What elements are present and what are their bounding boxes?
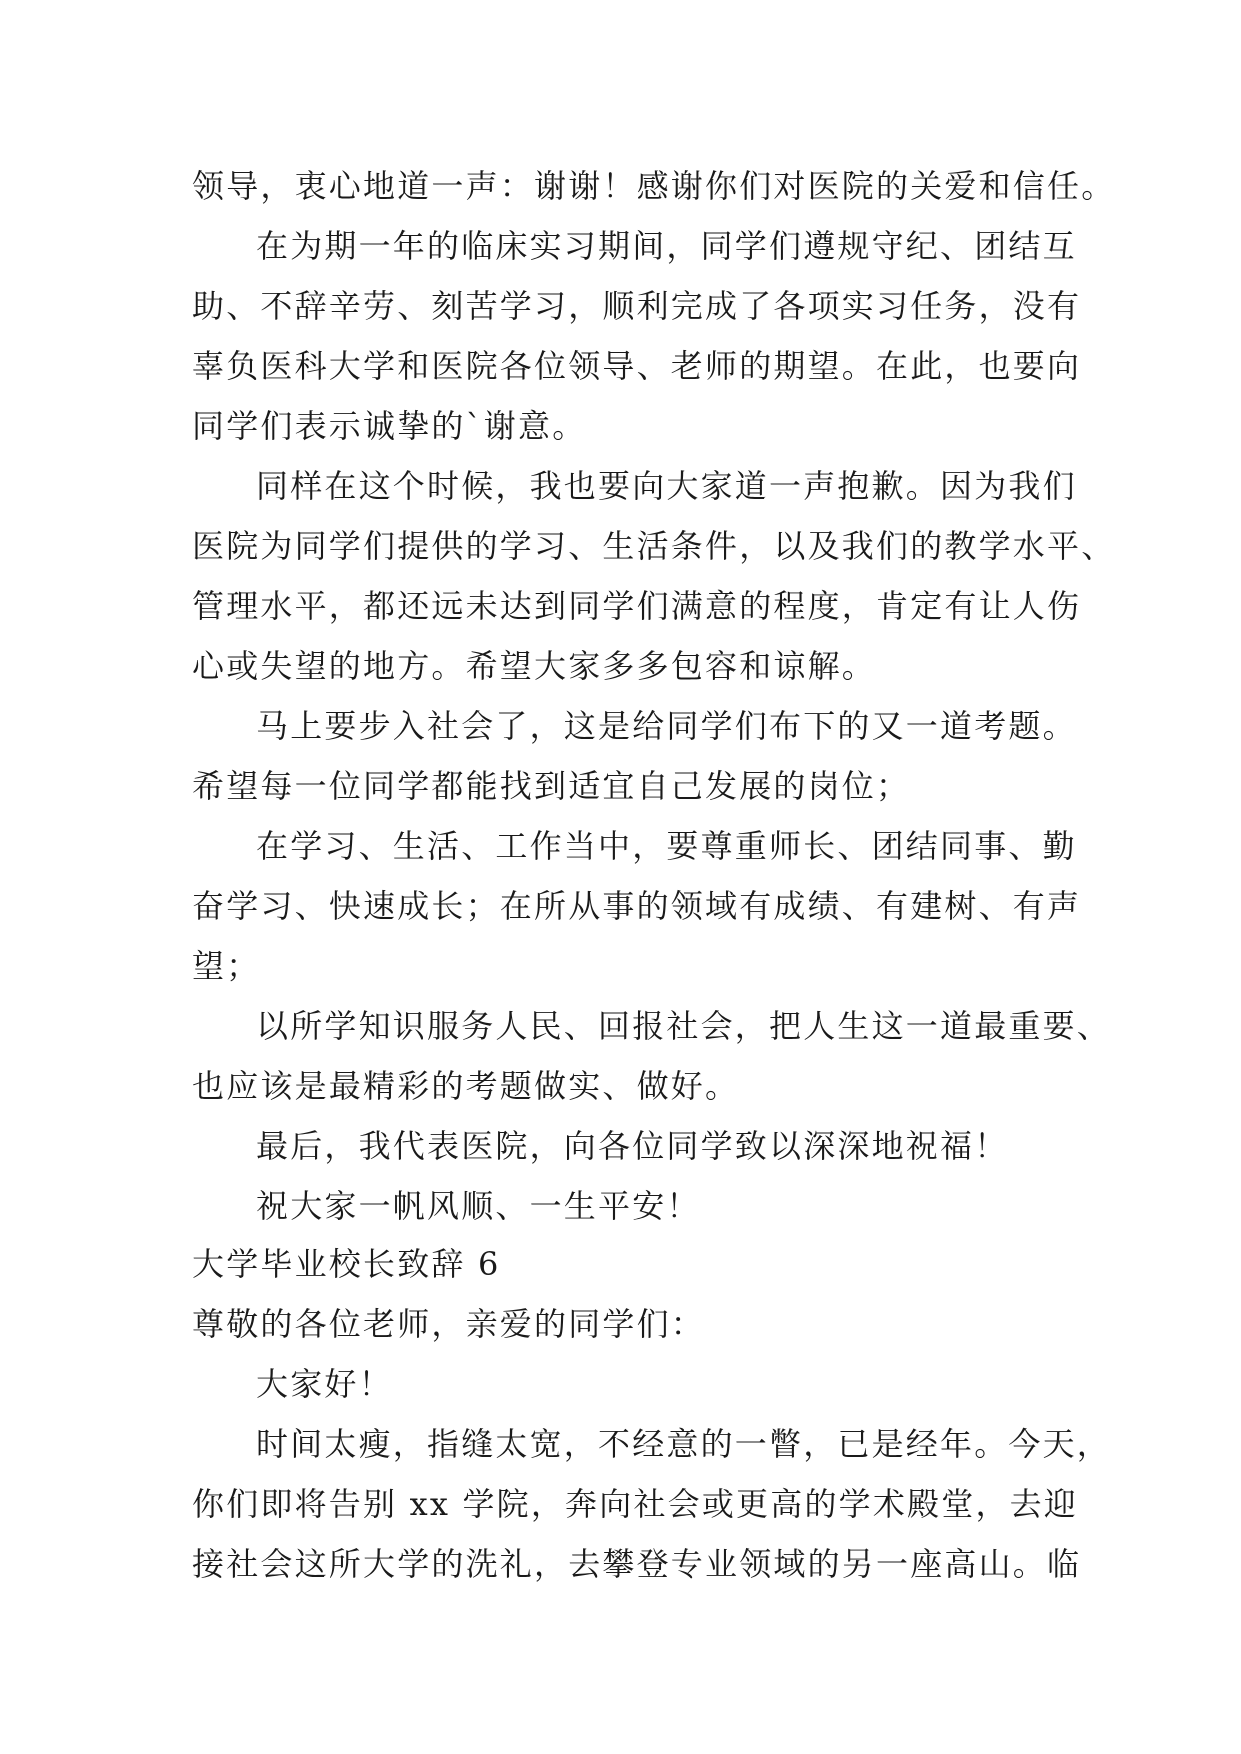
- paragraph-first-line: 在为期一年的临床实习期间，同学们遵规守纪、团结互: [256, 227, 1077, 265]
- paragraph-first-line: 以所学知识服务人民、回报社会，把人生这一道最重要、: [256, 1007, 1112, 1045]
- body-text-line: 你们即将告别 xx 学院，奔向社会或更高的学术殿堂，去迎: [192, 1485, 1079, 1523]
- body-text-line: 也应该是最精彩的考题做实、做好。: [192, 1067, 740, 1105]
- paragraph-first-line: 时间太瘦，指缝太宽，不经意的一瞥，已是经年。今天，: [256, 1425, 1112, 1463]
- body-text-line: 领导，衷心地道一声：谢谢！感谢你们对医院的关爱和信任。: [192, 167, 1116, 205]
- body-text-line: 同学们表示诚挚的`谢意。: [192, 407, 587, 445]
- body-text-line: 辜负医科大学和医院各位领导、老师的期望。在此，也要向: [192, 347, 1082, 385]
- body-text-line: 管理水平，都还远未达到同学们满意的程度，肯定有让人伤: [192, 587, 1082, 625]
- body-text-line: 希望每一位同学都能找到适宜自己发展的岗位；: [192, 767, 911, 805]
- body-text-line: 接社会这所大学的洗礼，去攀登专业领域的另一座高山。临: [192, 1545, 1082, 1583]
- paragraph-first-line: 祝大家一帆风顺、一生平安！: [256, 1187, 701, 1225]
- body-text-line: 助、不辞辛劳、刻苦学习，顺利完成了各项实习任务，没有: [192, 287, 1082, 325]
- paragraph-first-line: 最后，我代表医院，向各位同学致以深深地祝福！: [256, 1127, 1009, 1165]
- paragraph-first-line: 同样在这个时候，我也要向大家道一声抱歉。因为我们: [256, 467, 1077, 505]
- salutation: 尊敬的各位老师，亲爱的同学们：: [192, 1305, 706, 1343]
- greeting: 大家好！: [256, 1365, 393, 1403]
- body-text-line: 奋学习、快速成长；在所从事的领域有成绩、有建树、有声: [192, 887, 1082, 925]
- body-text-line: 心或失望的地方。希望大家多多包容和谅解。: [192, 647, 877, 685]
- body-text-line: 望；: [192, 947, 261, 985]
- section-heading: 大学毕业校长致辞 6: [192, 1245, 501, 1283]
- paragraph-first-line: 在学习、生活、工作当中，要尊重师长、团结同事、勤: [256, 827, 1077, 865]
- paragraph-first-line: 马上要步入社会了，这是给同学们布下的又一道考题。: [256, 707, 1077, 745]
- body-text-line: 医院为同学们提供的学习、生活条件，以及我们的教学水平、: [192, 527, 1116, 565]
